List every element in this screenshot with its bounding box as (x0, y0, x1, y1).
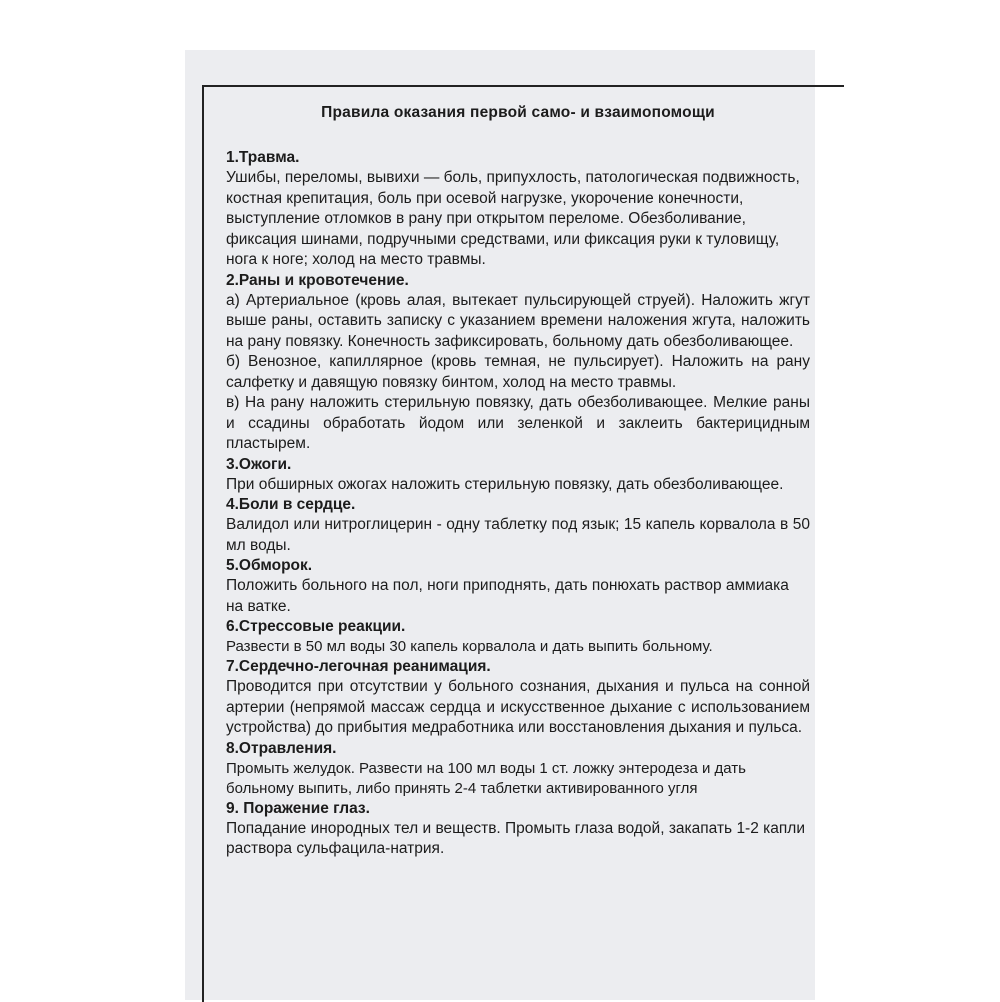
section-heading: 7.Сердечно-легочная реанимация. (226, 658, 491, 675)
section-heading: 3.Ожоги. (226, 455, 292, 473)
section-heading: 2.Раны и кровотечение. (226, 271, 409, 289)
document-body (226, 100, 810, 860)
section-paragraph: Попадание инородных тел и веществ. Промыть глаза водой, закапать 1-2 капли раствора сульфацила-натрия. (226, 819, 805, 857)
section-fainting (226, 556, 810, 617)
section-heart-pain (226, 495, 810, 556)
section-heading: 4.Боли в сердце. (226, 496, 356, 513)
section-heading: 8.Отравления. (226, 739, 337, 757)
section-paragraph: б) Венозное, капиллярное (кровь темная, не пульсирует). Наложить на рану салфетку и давящую повязку бинтом, холод на место травмы. (226, 353, 810, 391)
section-paragraph: в) На рану наложить стерильную повязку, дать обезболивающее. Мелкие раны и ссадины обработать йодом или зеленкой и заклеить бактерицидным пластырем. (226, 394, 810, 452)
section-paragraph: Ушибы, переломы, вывихи — боль, припухлость, патологическая подвижность, костная крепитация, боль при осевой нагрузке, укорочение конечности, выступление отломков в рану при открытом переломе. Обезболивание, фиксация шинами, подручными средствами, или фиксация руки к туловищу, нога к ноге; холод на место травмы. (226, 169, 800, 268)
section-paragraph: а) Артериальное (кровь алая, вытекает пульсирующей струей). Наложить жгут выше раны, оставить записку с указанием времени наложения жгута, наложить на рану повязку. Конечность зафиксировать, больному дать обезболивающее. (226, 291, 810, 350)
section-trauma (226, 148, 810, 271)
section-paragraph: Проводится при отсутствии у больного сознания, дыхания и пульса на сонной артерии (непрямой массаж сердца и искусственное дыхание с использованием устройства) до прибытия медработника или восстановления дыхания и пульса. (226, 678, 810, 736)
section-poisoning (226, 739, 810, 799)
document-title: Правила оказания первой само- и взаимопомощи (321, 104, 715, 121)
section-cpr (226, 657, 810, 739)
section-heading: 5.Обморок. (226, 557, 313, 574)
section-stress-reactions (226, 617, 810, 657)
section-wounds-bleeding (226, 271, 810, 455)
section-paragraph: При обширных ожогах наложить стерильную повязку, дать обезболивающее. (226, 475, 784, 493)
section-heading: 9. Поражение глаз. (226, 799, 370, 817)
section-paragraph: Развести в 50 мл воды 30 капель корвалола и дать выпить больному. (226, 638, 713, 655)
section-heading: 1.Травма. (226, 149, 300, 166)
section-paragraph: Валидол или нитроглицерин - одну таблетку под язык; 15 капель корвалола в 50 мл воды. (226, 516, 810, 554)
section-paragraph: Промыть желудок. Развести на 100 мл воды 1 ст. ложку энтеродеза и дать больному выпить, либо принять 2-4 таблетки активированного угля (226, 759, 746, 797)
section-heading: 6.Стрессовые реакции. (226, 618, 406, 635)
section-burns (226, 455, 810, 496)
section-eye-injury (226, 799, 810, 860)
section-paragraph: Положить больного на пол, ноги приподнять, дать понюхать раствор аммиака на ватке. (226, 577, 789, 615)
